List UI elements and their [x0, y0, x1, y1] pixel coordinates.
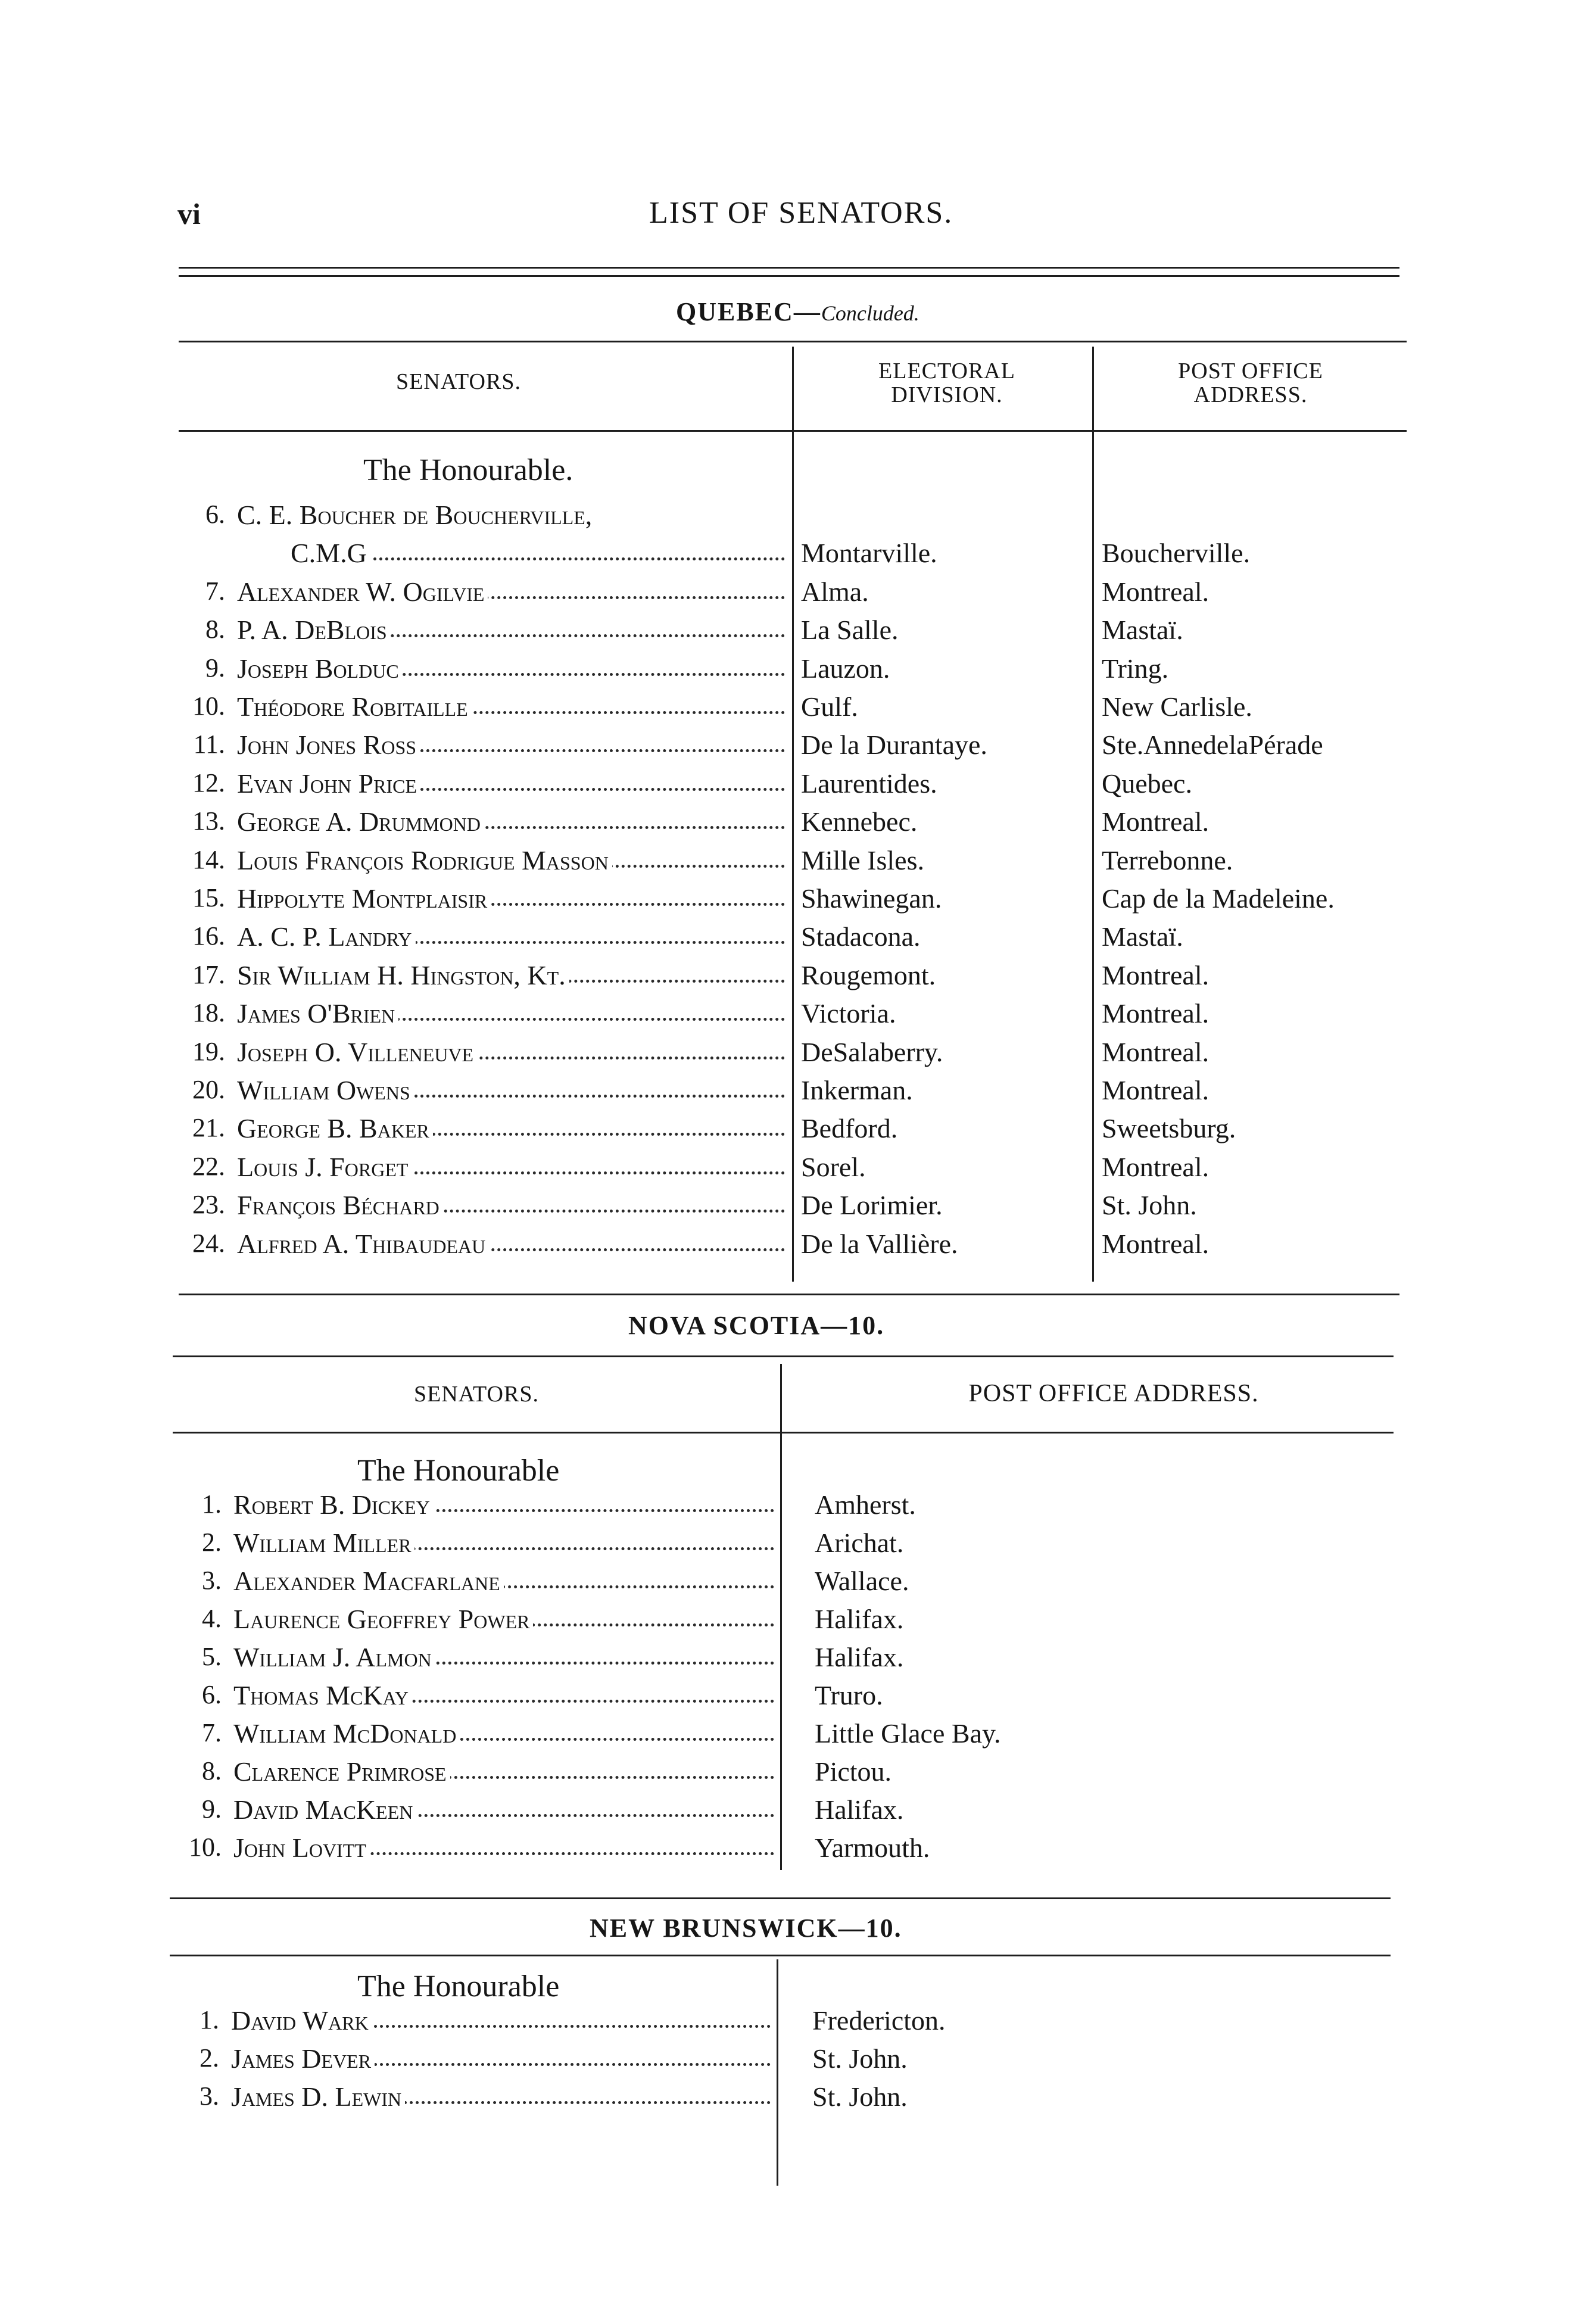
electoral-division: Sorel. — [801, 1151, 866, 1182]
senator-number: 11. — [193, 730, 225, 759]
post-office-address: New Carlisle. — [1102, 691, 1252, 722]
senator-name-text: Sir William H. Hingston, Kt. — [237, 960, 569, 990]
senator-name — [233, 1794, 774, 1825]
senator-number: 9. — [205, 653, 225, 683]
table-row — [0, 691, 1596, 729]
senator-name-text: James D. Lewin — [231, 2081, 405, 2112]
senator-number: 20. — [192, 1075, 225, 1104]
senator-number: 21. — [192, 1113, 225, 1143]
senator-name — [237, 1112, 785, 1144]
table-row — [0, 883, 1596, 921]
table-row — [0, 1565, 1596, 1603]
post-office-address: Pictou. — [815, 1756, 892, 1787]
table-row — [0, 1641, 1596, 1679]
table-row — [0, 844, 1596, 883]
senator-number: 15. — [192, 883, 225, 912]
post-office-address: Montreal. — [1102, 806, 1210, 837]
nova-scotia-title: NOVA SCOTIA—10. — [628, 1311, 885, 1340]
table-row — [0, 1189, 1596, 1227]
post-office-address: Little Glace Bay. — [815, 1718, 1001, 1749]
senator-name-text: Joseph Bolduc — [237, 653, 403, 684]
table-row — [0, 2043, 1596, 2081]
senator-name — [237, 1036, 785, 1068]
table-row — [0, 1112, 1596, 1151]
electoral-division: Mille Isles. — [801, 844, 924, 875]
senator-name — [237, 691, 785, 722]
quebec-col-senators: SENATORS. — [396, 369, 521, 394]
senator-name — [233, 1527, 774, 1559]
table-row — [0, 1679, 1596, 1718]
table-row — [0, 2005, 1596, 2043]
senator-number: 3. — [200, 2081, 219, 2111]
post-office-address: Mastaï. — [1102, 615, 1183, 646]
senator-name — [237, 883, 785, 914]
quebec-col-address: POST OFFICE ADDRESS. — [1178, 359, 1323, 407]
post-office-address: Truro. — [815, 1680, 883, 1710]
senator-name — [237, 768, 785, 799]
post-office-address: Wallace. — [815, 1566, 909, 1596]
table-row — [0, 2081, 1596, 2119]
senator-number: 19. — [192, 1036, 225, 1066]
senator-name-text: C. E. Boucher de Boucherville, — [237, 500, 596, 530]
table-row — [0, 1151, 1596, 1189]
senator-number: 6. — [202, 1680, 222, 1709]
post-office-address: Sweetsburg. — [1102, 1113, 1236, 1144]
senator-number: 2. — [202, 1528, 222, 1557]
post-office-address: Tring. — [1102, 653, 1169, 684]
table-row — [0, 1489, 1596, 1527]
senator-name-text: Hippolyte Montplaisir — [237, 883, 491, 914]
senator-number: 14. — [192, 844, 225, 874]
senator-name — [237, 921, 785, 952]
electoral-division: Lauzon. — [801, 653, 890, 684]
post-office-address: Yarmouth. — [815, 1833, 930, 1863]
post-office-address: Montreal. — [1102, 1036, 1210, 1067]
post-office-address: Halifax. — [815, 1604, 904, 1634]
senator-name — [233, 1832, 774, 1863]
senator-number: 7. — [202, 1718, 222, 1747]
senator-name-text: William Miller — [233, 1528, 414, 1558]
table-row — [0, 729, 1596, 767]
senator-number: 22. — [192, 1151, 225, 1181]
senator-name-text: George B. Baker — [237, 1113, 433, 1143]
senator-name-text: Thomas McKay — [233, 1680, 412, 1710]
electoral-division: De la Vallière. — [801, 1228, 958, 1259]
electoral-division: Inkerman. — [801, 1075, 913, 1105]
senator-name-text: Laurence Geoffrey Power — [233, 1604, 533, 1634]
post-office-address: St. John. — [812, 2043, 908, 2074]
senator-name-text: William Owens — [237, 1075, 414, 1105]
table-row — [0, 1036, 1596, 1074]
table-row — [0, 1794, 1596, 1832]
senator-name — [237, 729, 785, 761]
table-row — [0, 959, 1596, 998]
senator-name — [237, 959, 785, 991]
post-office-address: Montreal. — [1102, 998, 1210, 1029]
senator-number: 16. — [192, 921, 225, 951]
post-office-address: Fredericton. — [812, 2005, 946, 2036]
new-brunswick-title: NEW BRUNSWICK—10. — [590, 1914, 902, 1943]
senator-name-text: François Béchard — [237, 1190, 443, 1220]
senator-name-text: Louis François Rodrigue Masson — [237, 845, 612, 875]
senator-name-text: John Lovitt — [233, 1833, 370, 1863]
senator-name-text: William J. Almon — [233, 1642, 435, 1672]
post-office-address: Mastaï. — [1102, 921, 1183, 952]
senator-name-text: Evan John Price — [237, 768, 420, 799]
page-number: vi — [177, 197, 201, 230]
senator-name — [237, 1074, 785, 1106]
senator-name-text: Clarence Primrose — [233, 1756, 450, 1787]
table-row — [0, 921, 1596, 959]
senator-name — [231, 2005, 771, 2036]
table-row — [0, 653, 1596, 691]
senator-name — [231, 2043, 771, 2074]
senator-name — [233, 1641, 774, 1673]
running-head: LIST OF SENATORS. — [649, 196, 953, 230]
senator-name-continued — [291, 537, 785, 569]
senator-number: 13. — [192, 806, 225, 836]
table-row — [0, 1228, 1596, 1266]
table-row — [0, 1074, 1596, 1112]
quebec-honourable: The Honourable. — [363, 453, 573, 487]
table-row — [0, 1718, 1596, 1756]
electoral-division: DeSalaberry. — [801, 1036, 943, 1067]
electoral-division: Bedford. — [801, 1113, 898, 1144]
post-office-address: Boucherville. — [1102, 538, 1251, 569]
post-office-address: St. John. — [812, 2081, 908, 2112]
post-office-address: Arichat. — [815, 1528, 904, 1558]
senator-name-text: Alfred A. Thibaudeau — [237, 1229, 489, 1259]
senator-name-text: James Dever — [231, 2043, 375, 2074]
table-row — [0, 614, 1596, 652]
senator-name-text: C.M.G — [291, 538, 370, 568]
senator-number: 1. — [202, 1489, 222, 1519]
senator-name — [233, 1756, 774, 1787]
senator-name — [237, 653, 785, 684]
electoral-division: Kennebec. — [801, 806, 918, 837]
senator-name-text: Louis J. Forget — [237, 1152, 412, 1182]
senator-number: 9. — [202, 1794, 222, 1824]
senator-name — [237, 614, 785, 646]
post-office-address: Montreal. — [1102, 1228, 1210, 1259]
senator-name — [237, 806, 785, 837]
senator-number: 17. — [192, 959, 225, 989]
post-office-address: Cap de la Madeleine. — [1102, 883, 1335, 914]
post-office-address: Montreal. — [1102, 576, 1210, 607]
post-office-address: Ste.AnnedelaPérade — [1102, 730, 1323, 761]
senator-name-text: Théodore Robitaille — [237, 691, 472, 722]
senator-number: 8. — [205, 615, 225, 644]
table-row — [0, 1527, 1596, 1565]
electoral-division: Laurentides. — [801, 768, 937, 799]
table-row — [0, 1832, 1596, 1870]
senator-number: 3. — [202, 1566, 222, 1595]
electoral-division: De Lorimier. — [801, 1190, 943, 1221]
nova-scotia-col-senators: SENATORS. — [414, 1382, 539, 1407]
post-office-address: Montreal. — [1102, 1151, 1210, 1182]
senator-name-text: George A. Drummond — [237, 806, 484, 837]
table-row — [0, 768, 1596, 806]
senator-name-text: David MacKeen — [233, 1794, 416, 1825]
table-row — [0, 998, 1596, 1036]
senator-name-text: A. C. P. Landry — [237, 921, 416, 952]
senator-number: 12. — [192, 768, 225, 797]
senator-number: 7. — [205, 576, 225, 606]
electoral-division: La Salle. — [801, 615, 899, 646]
electoral-division: Victoria. — [801, 998, 896, 1029]
senator-name — [233, 1679, 774, 1711]
senator-name — [237, 499, 785, 531]
senator-name-text: John Jones Ross — [237, 730, 420, 760]
senator-name-text: Alexander Macfarlane — [233, 1566, 504, 1596]
senator-number: 23. — [192, 1190, 225, 1220]
table-row — [0, 499, 1596, 537]
senator-name — [237, 1189, 785, 1221]
senator-number: 24. — [192, 1228, 225, 1258]
nova-scotia-honourable: The Honourable — [357, 1454, 560, 1488]
table-row-continuation — [0, 537, 1596, 575]
senator-name-text: Alexander W. Ogilvie — [237, 576, 488, 607]
senator-name — [233, 1565, 774, 1597]
nova-scotia-col-address: POST OFFICE ADDRESS. — [968, 1380, 1259, 1407]
senator-name — [233, 1489, 774, 1520]
table-row — [0, 576, 1596, 614]
senator-name — [233, 1718, 774, 1749]
quebec-col-division: ELECTORAL DIVISION. — [878, 359, 1015, 407]
senator-number: 1. — [200, 2005, 219, 2034]
electoral-division: Alma. — [801, 576, 869, 607]
table-row — [0, 1756, 1596, 1794]
senator-name-text: James O'Brien — [237, 998, 398, 1029]
senator-name-text: David Wark — [231, 2005, 372, 2036]
post-office-address: Montreal. — [1102, 1075, 1210, 1105]
quebec-title: QUEBEC—Concluded. — [676, 297, 919, 326]
electoral-division: Montarville. — [801, 538, 937, 569]
post-office-address: St. John. — [1102, 1190, 1197, 1221]
senator-number: 18. — [192, 998, 225, 1028]
senator-name — [237, 998, 785, 1029]
senator-name — [237, 844, 785, 876]
table-row — [0, 806, 1596, 844]
post-office-address: Halifax. — [815, 1794, 904, 1825]
new-brunswick-honourable: The Honourable — [357, 1969, 560, 2003]
senator-number: 4. — [202, 1604, 222, 1633]
senator-name-text: Joseph O. Villeneuve — [237, 1037, 477, 1067]
post-office-address: Amherst. — [815, 1489, 916, 1520]
senator-number: 6. — [205, 500, 225, 529]
post-office-address: Quebec. — [1102, 768, 1192, 799]
post-office-address: Terrebonne. — [1102, 844, 1233, 875]
electoral-division: De la Durantaye. — [801, 730, 987, 761]
senator-name-text: William McDonald — [233, 1718, 460, 1749]
post-office-address: Montreal. — [1102, 959, 1210, 990]
electoral-division: Stadacona. — [801, 921, 921, 952]
senator-name-text: P. A. DeBlois — [237, 615, 391, 645]
senator-number: 10. — [189, 1833, 222, 1862]
electoral-division: Shawinegan. — [801, 883, 942, 914]
senator-name — [231, 2081, 771, 2112]
senator-name — [237, 1151, 785, 1183]
senator-number: 10. — [192, 691, 225, 721]
senator-number: 5. — [202, 1642, 222, 1671]
senator-name — [237, 1228, 785, 1260]
electoral-division: Rougemont. — [801, 959, 936, 990]
senator-name — [237, 576, 785, 607]
senator-number: 8. — [202, 1756, 222, 1785]
senator-name-text: Robert B. Dickey — [233, 1489, 434, 1520]
post-office-address: Halifax. — [815, 1642, 904, 1672]
senator-number: 2. — [200, 2043, 219, 2073]
electoral-division: Gulf. — [801, 691, 858, 722]
table-row — [0, 1603, 1596, 1641]
senator-name — [233, 1603, 774, 1635]
